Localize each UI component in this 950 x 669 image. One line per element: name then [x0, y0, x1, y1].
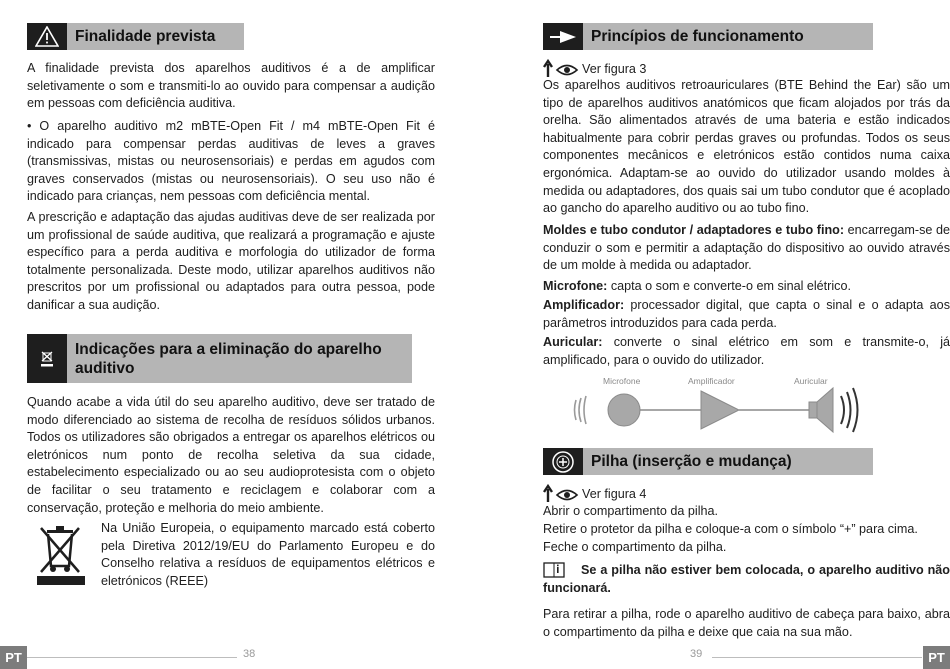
figure-reference	[543, 58, 646, 78]
term: Microfone:	[543, 279, 608, 293]
page-number: 39	[690, 648, 703, 660]
bullet-paragraph: • O aparelho auditivo m2 mBTE-Open Fit / m4 mBTE-Open Fit é indicado para compensar perdas auditivas de leves a graves (transmissivas, mistas ou neurosensoriais) e perdas em agudos com graves conservados (mistas ou neurosensoriais). O seu uso não é indicado para crianças, nem pessoas com deficiência mental.	[27, 119, 435, 204]
figure-ref-text: Ver figura 3	[582, 62, 647, 76]
instruction-line: Feche o compartimento da pilha.	[543, 540, 727, 554]
warning-note: Se a pilha não estiver bem colocada, o aparelho auditivo não funcionará.	[543, 563, 950, 595]
section-title: Princípios de funcionamento	[591, 28, 804, 45]
paragraph: A prescrição e adaptação das ajudas auditivas deve de ser realizada por um profissional de saúde auditiva, que realizará a programação e ajuste específico para a perda auditiva e morfologia do utilizador de forma totalmente personalizada. Deste modo, utilizar aparelhos auditivos não prescritos por um profissional ou adaptados para outra pessoa, pode danificar a sua audição.	[27, 210, 435, 312]
instruction-line: Abrir o compartimento da pilha.	[543, 504, 718, 518]
language-tab: PT	[0, 646, 27, 669]
definition: converte o sinal elétrico em som e transmite-o, já amplificado, para o ouvido do utilizador.	[543, 335, 950, 367]
paragraph: A finalidade prevista dos aparelhos auditivos é a de amplificar seletivamente o som e transmiti-lo ao ouvido para compensar a audição em pessoas com deficiência auditiva.	[27, 61, 435, 111]
hearing-aid-diagram	[571, 374, 901, 440]
section-title: Pilha (inserção e mudança)	[591, 453, 792, 470]
figure-reference	[543, 483, 646, 503]
paragraph: Quando acabe a vida útil do seu aparelho auditivo, deve ser tratado de modo diferenciado ao sistema de recolha de resíduos sólidos urbanos. Todos os utilizadores são obrigados a entregar os aparelhos elétricos ou eletrónicos num ponto de recolha seletiva da sua cidade, estabelecimento especializado ou ao seu audioprotesista com o objeto de facilitar o seu tratamento e reciclagem e colaborar com a conservação, proteção e melhoria do meio ambiente.	[27, 395, 435, 515]
section-header-principios	[543, 23, 873, 50]
footer-rule	[712, 657, 922, 658]
section-header-eliminacao	[27, 334, 412, 383]
definition-auricular	[543, 334, 950, 369]
definition-moldes	[543, 222, 950, 275]
arrow-right-icon	[543, 23, 583, 50]
definition: encarregam-se de conduzir o som e permitir a adaptação do dispositivo ao ouvido através de um molde à medida ou adaptador.	[543, 223, 950, 273]
section-header-finalidade	[27, 23, 244, 50]
diagram-label-auricular: Auricular	[794, 376, 828, 386]
definition: capta o som e converte-o em sinal elétrico.	[607, 279, 851, 293]
warning-icon	[27, 23, 67, 50]
term: Amplificador:	[543, 298, 625, 312]
page-number: 38	[243, 648, 256, 660]
definition-amplificador	[543, 297, 950, 332]
paragraph: Os aparelhos auditivos retroauriculares (BTE Behind the Ear) são um tipo de aparelhos auditivos anatómicos que ficam alojados por trás da orelha. São alimentados através de uma bateria e estão indicados habitualmente para cobrir perdas graves ou profundas. Todos os seus componentes mecânicos e eletrónicos estão contidos numa caixa ergonómica. Adaptam-se ao ouvido do utilizador usando moldes à medida ou adaptadores, dos quais sai um tubo condutor que é acoplado ao gancho do aparelho auditivo ou ao tubo fino.	[543, 78, 950, 216]
instruction-line: Retire o protetor da pilha e coloque-a com o símbolo “+” para cima.	[543, 522, 918, 536]
figure-eye-icon	[543, 483, 581, 503]
section-header-pilha	[543, 448, 873, 475]
footer-rule	[27, 657, 237, 658]
paragraph: Para retirar a pilha, rode o aparelho auditivo de cabeça para baixo, abra o compartimento da pilha e deixe que caia na sua mão.	[543, 607, 950, 639]
section-title: Finalidade prevista	[75, 28, 216, 45]
diagram-label-amplificador: Amplificador	[688, 376, 735, 386]
term: Auricular:	[543, 335, 603, 349]
disposal-icon	[27, 334, 67, 383]
definition: processador digital, que capta o sinal e o adapta aos parâmetros introduzidos para cada perda.	[543, 298, 950, 330]
figure-ref-text: Ver figura 4	[582, 487, 647, 501]
weee-text: Na União Europeia, o equipamento marcado está coberto pela Diretiva 2012/19/EU do Parlamento Europeu e do Conselho relativa a resíduos de equipamentos elétricos e eletrónicos (REEE)	[101, 521, 435, 588]
term: Moldes e tubo condutor / adaptadores e tubo fino:	[543, 223, 845, 237]
battery-icon	[543, 448, 583, 475]
figure-eye-icon	[543, 58, 581, 78]
diagram-label-microfone: Microfone	[603, 376, 641, 386]
section-title: Indicações para a eliminação do aparelho auditivo	[75, 340, 382, 377]
language-tab: PT	[923, 646, 950, 669]
definition-microfone	[543, 278, 950, 296]
weee-bin-icon	[33, 522, 89, 588]
